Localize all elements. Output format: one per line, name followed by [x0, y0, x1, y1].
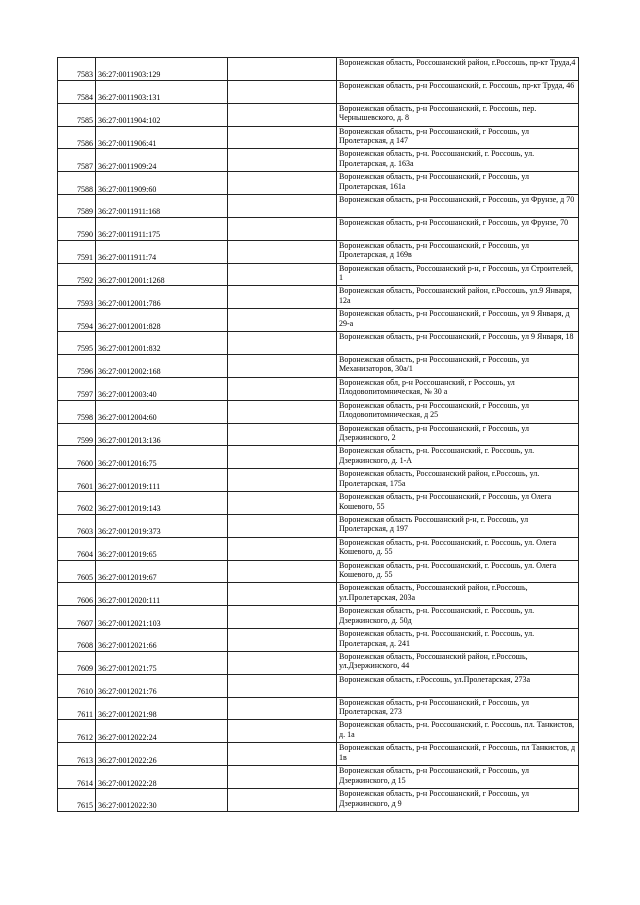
- table-row: [58, 263, 579, 286]
- cadastral-number-cell: 36:27:0012019:65: [96, 537, 228, 560]
- address-cell: Воронежская область, р-н. Россошанский, г. Россошь, ул. Дзержинского, д. 1-А: [337, 446, 579, 469]
- cadastral-number-cell: 36:27:0012003:40: [96, 377, 228, 400]
- empty-cell: [228, 766, 337, 789]
- row-number-cell: 7604: [58, 537, 96, 560]
- empty-cell: [228, 400, 337, 423]
- address-cell: Воронежская область, г.Россошь, ул.Пролетарская, 273а: [337, 674, 579, 697]
- registry-table: [57, 57, 579, 812]
- row-number-cell: 7592: [58, 263, 96, 286]
- table-row: [58, 629, 579, 652]
- empty-cell: [228, 103, 337, 126]
- empty-cell: [228, 377, 337, 400]
- address-cell: Воронежская область, р-н Россошанский, г Россошь, ул Дзержинского, д 9: [337, 789, 579, 812]
- table-row: [58, 103, 579, 126]
- address-cell: Воронежская область, Россошанский район, г.Россошь, ул.9 Января, 12а: [337, 286, 579, 309]
- table-row: [58, 309, 579, 332]
- cadastral-number-cell: 36:27:0012013:136: [96, 423, 228, 446]
- cadastral-number-cell: 36:27:0011906:41: [96, 126, 228, 149]
- row-number-cell: 7594: [58, 309, 96, 332]
- empty-cell: [228, 583, 337, 606]
- row-number-cell: 7606: [58, 583, 96, 606]
- cadastral-number-cell: 36:27:0012004:60: [96, 400, 228, 423]
- address-cell: Воронежская область, Россошанский р-н, г Россошь, ул Строителей, 1: [337, 263, 579, 286]
- row-number-cell: 7614: [58, 766, 96, 789]
- cadastral-number-cell: 36:27:0011903:131: [96, 80, 228, 103]
- table-row: [58, 606, 579, 629]
- empty-cell: [228, 789, 337, 812]
- table-row: [58, 80, 579, 103]
- cadastral-number-cell: 36:27:0012019:143: [96, 492, 228, 515]
- address-cell: Воронежская область Россошанский р-н, г. Россошь, ул Пролетарская, д 197: [337, 514, 579, 537]
- address-cell: Воронежская область, р-н Россошанский, г Россошь, ул 9 Января, 18: [337, 332, 579, 355]
- empty-cell: [228, 354, 337, 377]
- table-row: [58, 354, 579, 377]
- table-row: [58, 58, 579, 81]
- empty-cell: [228, 469, 337, 492]
- address-cell: Воронежская область, р-н Россошанский, г Россошь, ул Дзержинского, 2: [337, 423, 579, 446]
- empty-cell: [228, 446, 337, 469]
- empty-cell: [228, 560, 337, 583]
- table-row: [58, 195, 579, 218]
- row-number-cell: 7585: [58, 103, 96, 126]
- empty-cell: [228, 195, 337, 218]
- row-number-cell: 7590: [58, 217, 96, 240]
- cadastral-number-cell: 36:27:0012019:373: [96, 514, 228, 537]
- row-number-cell: 7608: [58, 629, 96, 652]
- cadastral-number-cell: 36:27:0011911:74: [96, 240, 228, 263]
- row-number-cell: 7612: [58, 720, 96, 743]
- empty-cell: [228, 149, 337, 172]
- empty-cell: [228, 514, 337, 537]
- address-cell: Воронежская область, Россошанский район, г.Россошь, ул. Пролетарская, 175а: [337, 469, 579, 492]
- table-row: [58, 766, 579, 789]
- address-cell: Воронежская область, р-н Россошанский, г Россошь, ул Пролетарская, 273: [337, 697, 579, 720]
- table-row: [58, 789, 579, 812]
- row-number-cell: 7586: [58, 126, 96, 149]
- row-number-cell: 7588: [58, 172, 96, 195]
- address-cell: Воронежская область, р-н Россошанский, г Россошь, пл Танкистов, д 1в: [337, 743, 579, 766]
- address-cell: Воронежская область, Россошанский район, г.Россошь, пр-кт Труда,4: [337, 58, 579, 81]
- empty-cell: [228, 492, 337, 515]
- row-number-cell: 7605: [58, 560, 96, 583]
- table-row: [58, 126, 579, 149]
- empty-cell: [228, 674, 337, 697]
- address-cell: Воронежская область, р-н Россошанский, г Россошь, ул Фрунзе, 70: [337, 217, 579, 240]
- row-number-cell: 7611: [58, 697, 96, 720]
- cadastral-number-cell: 36:27:0011909:24: [96, 149, 228, 172]
- address-cell: Воронежская область, р-н. Россошанский, г. Россошь, ул. Пролетарская, д. 241: [337, 629, 579, 652]
- row-number-cell: 7591: [58, 240, 96, 263]
- table-row: [58, 286, 579, 309]
- empty-cell: [228, 651, 337, 674]
- empty-cell: [228, 80, 337, 103]
- table-row: [58, 149, 579, 172]
- cadastral-number-cell: 36:27:0012022:26: [96, 743, 228, 766]
- row-number-cell: 7595: [58, 332, 96, 355]
- row-number-cell: 7589: [58, 195, 96, 218]
- empty-cell: [228, 126, 337, 149]
- table-row: [58, 423, 579, 446]
- table-row: [58, 240, 579, 263]
- table-row: [58, 651, 579, 674]
- cadastral-number-cell: 36:27:0012001:828: [96, 309, 228, 332]
- table-row: [58, 514, 579, 537]
- cadastral-number-cell: 36:27:0012019:111: [96, 469, 228, 492]
- cadastral-number-cell: 36:27:0012021:103: [96, 606, 228, 629]
- cadastral-number-cell: 36:27:0012001:786: [96, 286, 228, 309]
- table-row: [58, 217, 579, 240]
- empty-cell: [228, 286, 337, 309]
- table-row: [58, 697, 579, 720]
- empty-cell: [228, 720, 337, 743]
- address-cell: Воронежская область, Россошанский район, г.Россошь, ул.Дзержинского, 44: [337, 651, 579, 674]
- address-cell: Воронежская область, р-н Россошанский, г Россошь, ул Дзержинского, д 15: [337, 766, 579, 789]
- cadastral-number-cell: 36:27:0012021:66: [96, 629, 228, 652]
- cadastral-number-cell: 36:27:0011903:129: [96, 58, 228, 81]
- address-cell: Воронежская область, р-н Россошанский, г. Россошь, пр-кт Труда, 46: [337, 80, 579, 103]
- table-row: [58, 400, 579, 423]
- empty-cell: [228, 58, 337, 81]
- cadastral-number-cell: 36:27:0012021:76: [96, 674, 228, 697]
- cadastral-number-cell: 36:27:0012021:98: [96, 697, 228, 720]
- table-row: [58, 720, 579, 743]
- table-row: [58, 446, 579, 469]
- cadastral-number-cell: 36:27:0012021:75: [96, 651, 228, 674]
- cadastral-number-cell: 36:27:0012002:168: [96, 354, 228, 377]
- empty-cell: [228, 743, 337, 766]
- address-cell: Воронежская область, р-н. Россошанский, г. Россошь, ул. Пролетарская, д. 163а: [337, 149, 579, 172]
- empty-cell: [228, 537, 337, 560]
- empty-cell: [228, 423, 337, 446]
- cadastral-number-cell: 36:27:0011911:168: [96, 195, 228, 218]
- row-number-cell: 7601: [58, 469, 96, 492]
- table-row: [58, 674, 579, 697]
- cadastral-number-cell: 36:27:0011909:60: [96, 172, 228, 195]
- address-cell: Воронежская область, р-н Россошанский, г Россошь, ул Пролетарская, д 147: [337, 126, 579, 149]
- empty-cell: [228, 263, 337, 286]
- address-cell: Воронежская область, р-н Россошанский, г Россошь, ул Фрунзе, д 70: [337, 195, 579, 218]
- table-row: [58, 172, 579, 195]
- table-row: [58, 743, 579, 766]
- row-number-cell: 7600: [58, 446, 96, 469]
- address-cell: Воронежская область, р-н. Россошанский, г. Россошь, ул. Дзержинского, д. 50д: [337, 606, 579, 629]
- cadastral-number-cell: 36:27:0012020:111: [96, 583, 228, 606]
- empty-cell: [228, 606, 337, 629]
- cadastral-number-cell: 36:27:0012022:24: [96, 720, 228, 743]
- cadastral-number-cell: 36:27:0011904:102: [96, 103, 228, 126]
- empty-cell: [228, 332, 337, 355]
- row-number-cell: 7599: [58, 423, 96, 446]
- table-row: [58, 560, 579, 583]
- table-row: [58, 537, 579, 560]
- table-row: [58, 492, 579, 515]
- address-cell: Воронежская область, р-н Россошанский, г Россошь, ул Плодовопитомническая, д 25: [337, 400, 579, 423]
- address-cell: Воронежская область, р-н Россошанский, г Россошь, ул Пролетарская, д 169в: [337, 240, 579, 263]
- cadastral-number-cell: 36:27:0012016:75: [96, 446, 228, 469]
- address-cell: Воронежская область, р-н. Россошанский, г. Россошь, ул. Олега Кошевого, д. 55: [337, 537, 579, 560]
- cadastral-number-cell: 36:27:0012022:30: [96, 789, 228, 812]
- empty-cell: [228, 240, 337, 263]
- empty-cell: [228, 309, 337, 332]
- row-number-cell: 7610: [58, 674, 96, 697]
- row-number-cell: 7587: [58, 149, 96, 172]
- row-number-cell: 7615: [58, 789, 96, 812]
- cadastral-number-cell: 36:27:0012001:1268: [96, 263, 228, 286]
- row-number-cell: 7613: [58, 743, 96, 766]
- empty-cell: [228, 629, 337, 652]
- row-number-cell: 7584: [58, 80, 96, 103]
- registry-table-body: [58, 58, 579, 812]
- address-cell: Воронежская область, р-н Россошанский, г Россошь, ул Пролетарская, 161а: [337, 172, 579, 195]
- table-row: [58, 332, 579, 355]
- table-row: [58, 469, 579, 492]
- table-row: [58, 377, 579, 400]
- address-cell: Воронежская обл, р-н Россошанский, г Россошь, ул Плодовопитомническая, № 30 а: [337, 377, 579, 400]
- row-number-cell: 7597: [58, 377, 96, 400]
- empty-cell: [228, 217, 337, 240]
- cadastral-number-cell: 36:27:0012019:67: [96, 560, 228, 583]
- address-cell: Воронежская область, Россошанский район, г.Россошь, ул.Пролетарская, 203а: [337, 583, 579, 606]
- address-cell: Воронежская область, р-н. Россошанский, г. Россошь, ул. Олега Кошевого, д. 55: [337, 560, 579, 583]
- row-number-cell: 7593: [58, 286, 96, 309]
- row-number-cell: 7583: [58, 58, 96, 81]
- table-row: [58, 583, 579, 606]
- row-number-cell: 7609: [58, 651, 96, 674]
- row-number-cell: 7603: [58, 514, 96, 537]
- address-cell: Воронежская область, р-н Россошанский, г Россошь, ул Механизаторов, 30а/1: [337, 354, 579, 377]
- row-number-cell: 7598: [58, 400, 96, 423]
- empty-cell: [228, 172, 337, 195]
- row-number-cell: 7602: [58, 492, 96, 515]
- address-cell: Воронежская область, р-н. Россошанский, г. Россошь, пл. Танкистов, д. 1а: [337, 720, 579, 743]
- cadastral-number-cell: 36:27:0011911:175: [96, 217, 228, 240]
- empty-cell: [228, 697, 337, 720]
- row-number-cell: 7596: [58, 354, 96, 377]
- cadastral-number-cell: 36:27:0012001:832: [96, 332, 228, 355]
- address-cell: Воронежская область, р-н Россошанский, г. Россошь, пер. Чернышевского, д. 8: [337, 103, 579, 126]
- row-number-cell: 7607: [58, 606, 96, 629]
- address-cell: Воронежская область, р-н Россошанский, г Россошь, ул Олега Кошевого, 55: [337, 492, 579, 515]
- address-cell: Воронежская область, р-н Россошанский, г Россошь, ул 9 Января, д 29-а: [337, 309, 579, 332]
- cadastral-number-cell: 36:27:0012022:28: [96, 766, 228, 789]
